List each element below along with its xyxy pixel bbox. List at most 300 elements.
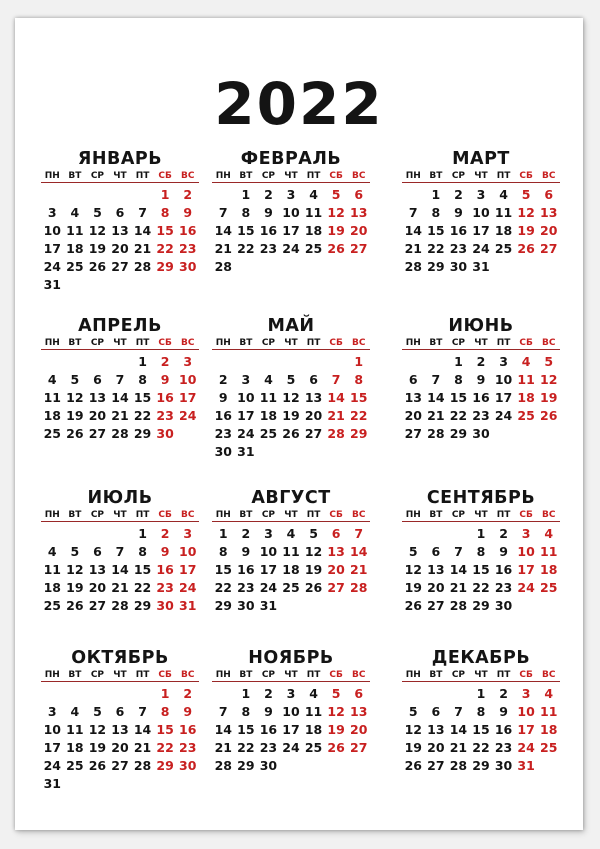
day-number: 13: [427, 722, 445, 737]
day-number: 2: [218, 372, 228, 387]
day-number: 31: [237, 444, 255, 459]
weekday-label: ЧТ: [284, 171, 298, 181]
day-number: 8: [476, 704, 486, 719]
day-number: 18: [43, 580, 61, 595]
day-number: 14: [427, 390, 445, 405]
day-number: 27: [350, 740, 368, 755]
day-number: 18: [540, 722, 558, 737]
empty-cell: [64, 186, 87, 204]
day-number: 18: [43, 408, 61, 423]
month-block: [212, 488, 370, 615]
day-number: 14: [111, 562, 129, 577]
day-number: 20: [304, 408, 323, 423]
day-number: 20: [427, 580, 445, 595]
month-block: [212, 149, 370, 276]
weekday-label: СР: [451, 171, 466, 181]
day-number: 17: [43, 241, 61, 256]
day-number: 15: [237, 223, 255, 238]
day-number: 27: [404, 426, 422, 441]
day-number: 1: [241, 686, 251, 701]
day-number: 20: [350, 223, 368, 238]
empty-cell: [447, 685, 470, 703]
day-number: 27: [350, 241, 368, 256]
day-number: 18: [517, 390, 535, 405]
day-number: 12: [327, 205, 345, 220]
day-number: 21: [111, 580, 129, 595]
day-number: 17: [237, 408, 255, 423]
weekday-label: СБ: [329, 338, 343, 348]
day-number: 4: [264, 372, 273, 387]
day-number: 21: [133, 241, 152, 256]
empty-cell: [131, 685, 154, 703]
day-grid: [41, 353, 199, 443]
day-grid: [212, 525, 370, 615]
weekday-label: ВС: [351, 670, 366, 680]
day-number: 4: [499, 187, 508, 202]
day-number: 27: [427, 598, 445, 613]
day-number: 11: [494, 205, 513, 220]
day-number: 23: [259, 740, 278, 755]
weekday-label: СР: [261, 670, 276, 680]
month-name: ИЮЛЬ: [87, 488, 153, 508]
weekday-label: ПТ: [496, 338, 511, 348]
day-number: 23: [179, 740, 197, 755]
day-number: 22: [156, 241, 174, 256]
day-number: 19: [88, 740, 107, 755]
weekday-label: ПН: [44, 338, 60, 348]
day-number: 15: [350, 390, 368, 405]
month-block: [212, 648, 370, 775]
day-number: 17: [259, 562, 278, 577]
day-number: 2: [264, 187, 273, 202]
day-number: 23: [156, 580, 174, 595]
day-number: 13: [111, 722, 129, 737]
day-number: 22: [449, 408, 468, 423]
weekday-header: [402, 170, 560, 183]
day-number: 6: [331, 526, 341, 541]
day-number: 7: [454, 704, 463, 719]
day-number: 16: [179, 722, 197, 737]
month-name: ФЕВРАЛЬ: [240, 149, 342, 169]
day-number: 19: [66, 408, 84, 423]
day-number: 9: [476, 372, 486, 387]
day-number: 14: [111, 390, 129, 405]
day-number: 25: [304, 241, 323, 256]
day-number: 20: [88, 408, 107, 423]
day-number: 24: [43, 758, 61, 773]
weekday-header: [402, 509, 560, 522]
weekday-header: [41, 509, 199, 522]
weekday-label: ПН: [44, 510, 60, 520]
month-name: АПРЕЛЬ: [78, 316, 162, 336]
weekday-label: ПН: [215, 510, 231, 520]
day-number: 3: [521, 686, 531, 701]
weekday-header: [402, 337, 560, 350]
weekday-label: СБ: [519, 510, 533, 520]
weekday-label: ВТ: [239, 670, 253, 680]
day-number: 28: [133, 259, 152, 274]
month-name: ДЕКАБРЬ: [431, 648, 531, 668]
day-number: 17: [282, 223, 300, 238]
empty-cell: [425, 685, 448, 703]
day-number: 10: [282, 704, 300, 719]
day-number: 27: [88, 598, 107, 613]
day-number: 17: [179, 562, 197, 577]
weekday-label: СР: [451, 670, 466, 680]
day-number: 16: [156, 562, 174, 577]
empty-cell: [41, 186, 64, 204]
day-number: 29: [133, 598, 152, 613]
day-number: 6: [544, 187, 554, 202]
day-number: 9: [218, 390, 228, 405]
weekday-label: СБ: [329, 510, 343, 520]
weekday-label: ВС: [180, 670, 195, 680]
day-number: 25: [43, 598, 61, 613]
day-number: 13: [88, 390, 107, 405]
day-number: 26: [517, 241, 535, 256]
day-number: 2: [264, 686, 273, 701]
day-number: 12: [304, 544, 323, 559]
weekday-label: ВТ: [68, 670, 82, 680]
day-number: 16: [472, 390, 490, 405]
day-number: 7: [354, 526, 364, 541]
month-block: [41, 488, 199, 615]
day-number: 13: [427, 562, 445, 577]
day-number: 29: [156, 758, 174, 773]
weekday-label: ПТ: [135, 670, 150, 680]
day-number: 15: [472, 722, 490, 737]
day-number: 23: [214, 426, 232, 441]
day-number: 12: [517, 205, 535, 220]
day-number: 25: [540, 740, 558, 755]
day-number: 6: [115, 704, 125, 719]
day-number: 3: [521, 526, 531, 541]
day-number: 24: [179, 580, 197, 595]
day-number: 12: [66, 390, 84, 405]
day-number: 29: [472, 598, 490, 613]
weekday-label: ВТ: [429, 510, 443, 520]
day-number: 18: [304, 722, 323, 737]
day-number: 20: [540, 223, 558, 238]
day-number: 9: [183, 704, 193, 719]
day-number: 21: [133, 740, 152, 755]
day-number: 3: [264, 526, 273, 541]
day-number: 12: [327, 704, 345, 719]
day-number: 6: [431, 704, 441, 719]
day-number: 14: [449, 562, 468, 577]
day-number: 7: [454, 544, 463, 559]
day-number: 21: [214, 740, 232, 755]
day-number: 28: [404, 259, 422, 274]
weekday-label: ВС: [351, 510, 366, 520]
empty-cell: [447, 525, 470, 543]
day-number: 13: [88, 562, 107, 577]
day-number: 12: [404, 562, 422, 577]
weekday-label: ПТ: [496, 171, 511, 181]
day-number: 28: [327, 426, 345, 441]
month-name: СЕНТЯБРЬ: [426, 488, 536, 508]
weekday-header: [41, 170, 199, 183]
empty-cell: [257, 353, 280, 371]
calendar-sheet: [15, 18, 583, 830]
day-number: 19: [282, 408, 300, 423]
day-number: 11: [43, 390, 61, 405]
weekday-label: СР: [261, 171, 276, 181]
weekday-label: СБ: [519, 338, 533, 348]
empty-cell: [64, 685, 87, 703]
day-number: 2: [160, 526, 170, 541]
day-number: 20: [88, 580, 107, 595]
day-number: 13: [350, 205, 368, 220]
day-number: 26: [88, 259, 107, 274]
day-number: 25: [282, 580, 300, 595]
weekday-label: СБ: [329, 171, 343, 181]
day-number: 23: [237, 580, 255, 595]
day-number: 7: [115, 372, 125, 387]
empty-cell: [109, 685, 132, 703]
day-number: 17: [43, 740, 61, 755]
weekday-label: СБ: [158, 171, 172, 181]
day-number: 20: [111, 241, 129, 256]
day-number: 5: [408, 544, 418, 559]
day-number: 26: [282, 426, 300, 441]
day-number: 30: [259, 758, 278, 773]
day-number: 5: [93, 704, 102, 719]
day-number: 28: [133, 758, 152, 773]
day-number: 28: [350, 580, 368, 595]
weekday-label: ВС: [180, 171, 195, 181]
day-number: 3: [183, 354, 193, 369]
day-number: 6: [408, 372, 418, 387]
day-number: 29: [214, 598, 232, 613]
day-number: 1: [454, 354, 463, 369]
day-number: 8: [431, 205, 441, 220]
empty-cell: [280, 353, 303, 371]
day-number: 3: [499, 354, 508, 369]
day-number: 15: [156, 223, 174, 238]
month-block: [402, 488, 560, 615]
day-number: 2: [499, 686, 508, 701]
day-number: 31: [43, 776, 61, 791]
day-number: 24: [259, 580, 278, 595]
weekday-label: ПН: [405, 670, 421, 680]
day-grid: [41, 186, 199, 294]
weekday-label: ВТ: [429, 338, 443, 348]
day-number: 31: [259, 598, 278, 613]
day-number: 2: [183, 686, 193, 701]
weekday-label: ПТ: [496, 670, 511, 680]
day-grid: [212, 186, 370, 276]
day-number: 11: [259, 390, 278, 405]
day-number: 30: [237, 598, 255, 613]
day-number: 9: [160, 372, 170, 387]
weekday-label: ЧТ: [113, 338, 127, 348]
weekday-label: ЧТ: [113, 670, 127, 680]
month-block: [41, 149, 199, 294]
day-number: 29: [237, 758, 255, 773]
day-number: 7: [115, 544, 125, 559]
day-number: 29: [133, 426, 152, 441]
day-number: 21: [449, 740, 468, 755]
day-number: 17: [282, 722, 300, 737]
empty-cell: [64, 525, 87, 543]
day-number: 31: [179, 598, 197, 613]
day-number: 9: [454, 205, 463, 220]
day-number: 7: [408, 205, 418, 220]
day-number: 3: [476, 187, 486, 202]
day-number: 21: [214, 241, 232, 256]
day-number: 22: [472, 580, 490, 595]
day-number: 18: [66, 241, 84, 256]
day-number: 5: [408, 704, 418, 719]
day-number: 25: [517, 408, 535, 423]
weekday-label: СБ: [158, 510, 172, 520]
day-number: 3: [47, 205, 57, 220]
day-number: 11: [304, 205, 323, 220]
empty-cell: [425, 353, 448, 371]
day-number: 1: [138, 354, 147, 369]
day-number: 15: [133, 562, 152, 577]
empty-cell: [212, 685, 235, 703]
day-number: 1: [431, 187, 441, 202]
day-number: 19: [404, 580, 422, 595]
day-number: 14: [133, 223, 152, 238]
day-number: 10: [494, 372, 513, 387]
day-number: 11: [66, 223, 84, 238]
weekday-label: ВТ: [239, 171, 253, 181]
day-number: 10: [179, 544, 197, 559]
day-number: 31: [43, 277, 61, 292]
day-number: 25: [43, 426, 61, 441]
weekday-label: СР: [261, 510, 276, 520]
day-number: 29: [472, 758, 490, 773]
day-number: 24: [282, 241, 300, 256]
weekday-label: СР: [261, 338, 276, 348]
day-number: 28: [214, 259, 232, 274]
day-number: 26: [404, 598, 422, 613]
day-number: 15: [156, 722, 174, 737]
day-number: 21: [350, 562, 368, 577]
weekday-label: ВС: [541, 670, 556, 680]
day-number: 16: [449, 223, 468, 238]
day-number: 19: [404, 740, 422, 755]
weekday-label: ЧТ: [474, 510, 488, 520]
day-number: 14: [214, 223, 232, 238]
weekday-label: СБ: [158, 670, 172, 680]
day-number: 30: [156, 598, 174, 613]
day-number: 11: [517, 372, 535, 387]
day-number: 25: [66, 758, 84, 773]
day-number: 19: [327, 722, 345, 737]
day-number: 12: [88, 722, 107, 737]
day-number: 16: [156, 390, 174, 405]
day-number: 7: [431, 372, 441, 387]
weekday-label: ВС: [351, 338, 366, 348]
day-number: 17: [179, 390, 197, 405]
day-number: 16: [259, 223, 278, 238]
day-number: 20: [350, 722, 368, 737]
day-number: 24: [237, 426, 255, 441]
weekday-label: ВТ: [239, 510, 253, 520]
day-number: 22: [350, 408, 368, 423]
weekday-label: ЧТ: [474, 171, 488, 181]
day-number: 10: [259, 544, 278, 559]
weekday-label: ПТ: [135, 171, 150, 181]
empty-cell: [109, 186, 132, 204]
day-number: 10: [517, 704, 535, 719]
day-number: 19: [517, 223, 535, 238]
day-number: 2: [476, 354, 486, 369]
year-title: 2022: [214, 70, 384, 138]
day-number: 24: [43, 259, 61, 274]
day-number: 2: [160, 354, 170, 369]
day-number: 25: [494, 241, 513, 256]
day-number: 28: [449, 598, 468, 613]
day-number: 23: [494, 740, 513, 755]
day-number: 10: [517, 544, 535, 559]
day-number: 21: [111, 408, 129, 423]
weekday-header: [212, 170, 370, 183]
empty-cell: [402, 353, 425, 371]
day-number: 4: [286, 526, 296, 541]
day-number: 14: [350, 544, 368, 559]
weekday-label: ПТ: [306, 338, 321, 348]
day-number: 1: [476, 526, 486, 541]
day-number: 11: [43, 562, 61, 577]
weekday-label: ВТ: [68, 510, 82, 520]
month-name: НОЯБРЬ: [248, 648, 334, 668]
weekday-label: СР: [90, 338, 105, 348]
day-number: 3: [286, 187, 296, 202]
day-number: 22: [237, 241, 255, 256]
day-number: 12: [66, 562, 84, 577]
day-number: 14: [404, 223, 422, 238]
empty-cell: [41, 353, 64, 371]
day-number: 11: [540, 704, 558, 719]
day-number: 29: [156, 259, 174, 274]
day-number: 27: [427, 758, 445, 773]
day-number: 7: [218, 704, 228, 719]
day-number: 11: [304, 704, 323, 719]
day-number: 29: [350, 426, 368, 441]
day-number: 27: [304, 426, 323, 441]
day-number: 16: [214, 408, 232, 423]
day-number: 9: [241, 544, 251, 559]
day-number: 31: [517, 758, 535, 773]
day-number: 31: [472, 259, 490, 274]
day-number: 19: [304, 562, 323, 577]
month-block: [402, 648, 560, 775]
day-number: 3: [241, 372, 251, 387]
weekday-label: СБ: [158, 338, 172, 348]
day-number: 2: [241, 526, 251, 541]
day-number: 6: [354, 686, 364, 701]
day-number: 22: [214, 580, 232, 595]
day-number: 13: [111, 223, 129, 238]
day-number: 14: [214, 722, 232, 737]
weekday-label: СР: [90, 510, 105, 520]
day-number: 28: [111, 426, 129, 441]
weekday-label: ВТ: [429, 171, 443, 181]
empty-cell: [109, 353, 132, 371]
day-number: 14: [449, 722, 468, 737]
day-number: 13: [540, 205, 558, 220]
month-block: [41, 648, 199, 793]
month-name: АВГУСТ: [251, 488, 331, 508]
day-number: 5: [309, 526, 318, 541]
day-number: 13: [304, 390, 323, 405]
day-number: 24: [517, 740, 535, 755]
